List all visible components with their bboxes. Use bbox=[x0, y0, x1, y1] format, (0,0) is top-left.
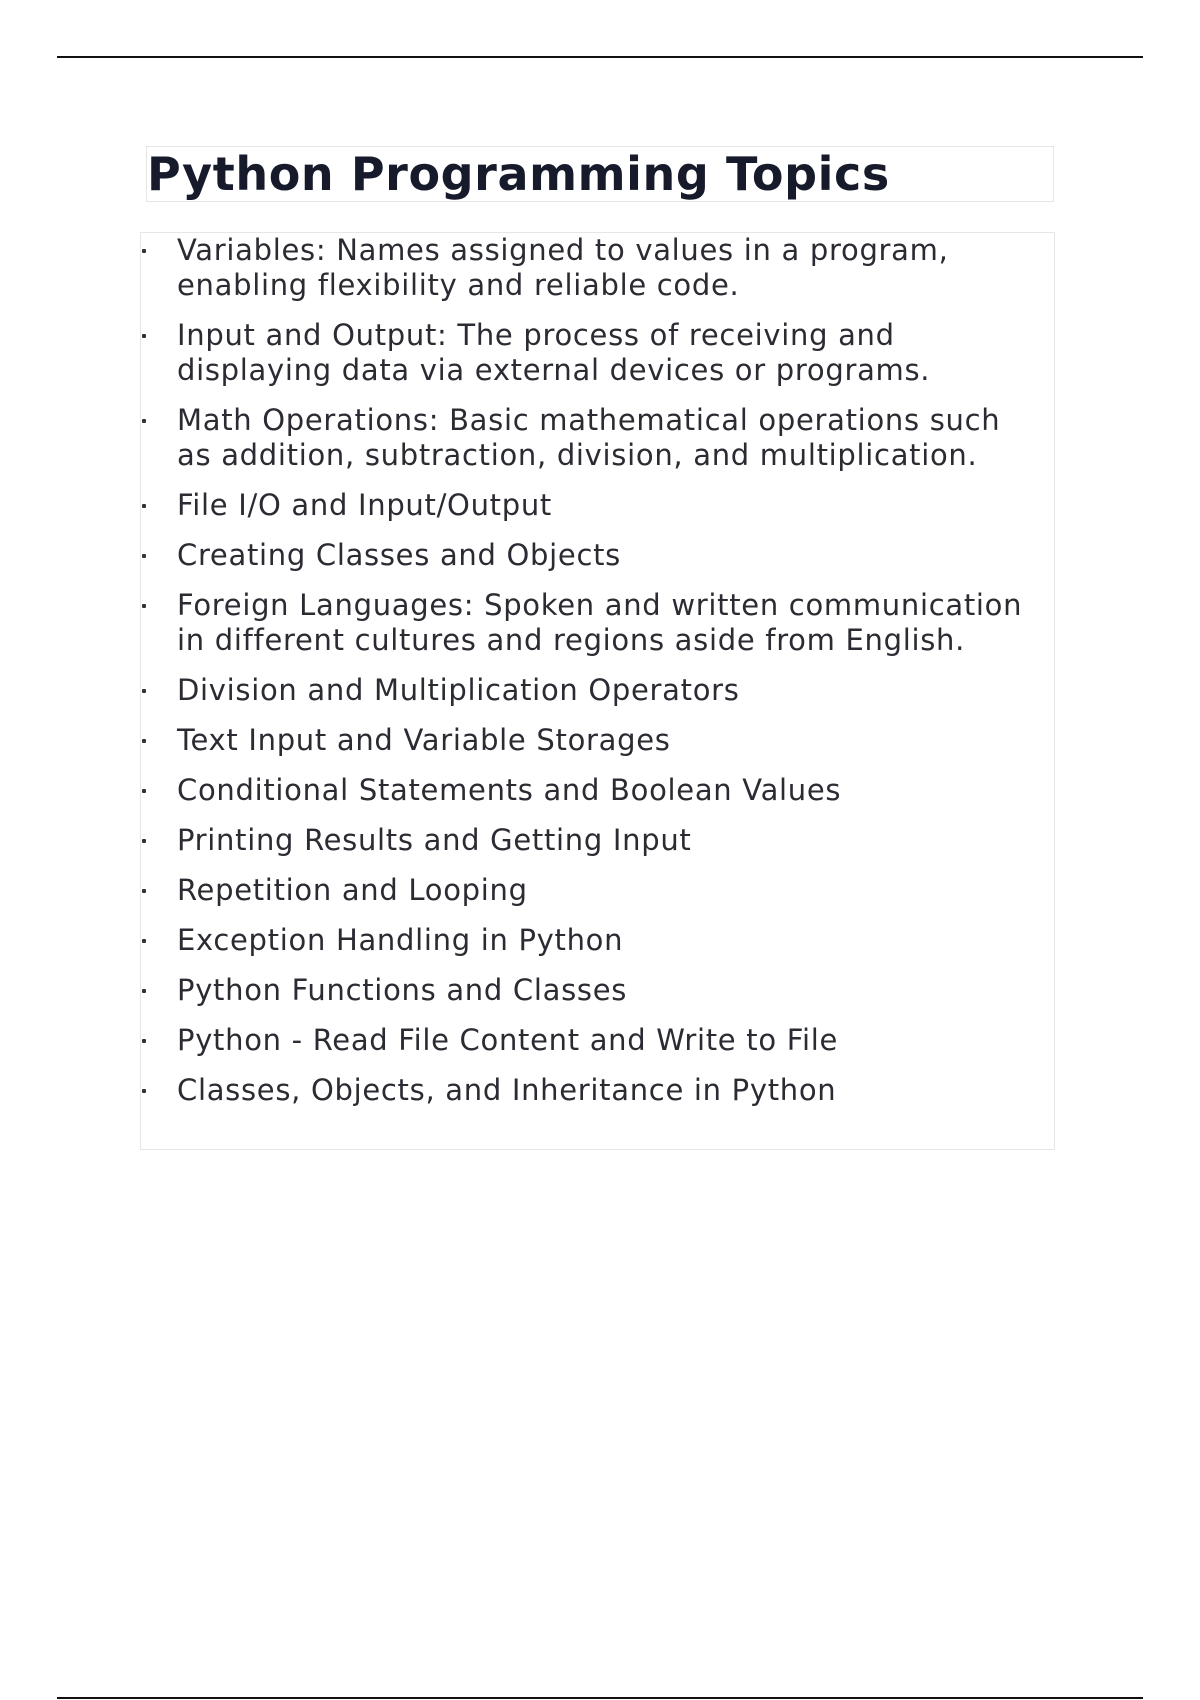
list-item-text: Foreign Languages: Spoken and written communication in different cultures and regions aside from English. bbox=[177, 588, 1023, 657]
list-item bbox=[141, 233, 1054, 303]
list-item bbox=[141, 873, 1054, 908]
bullet-icon bbox=[142, 1039, 146, 1043]
bullet-icon bbox=[142, 689, 146, 693]
list-item bbox=[141, 318, 1054, 388]
page-title: Python Programming Topics bbox=[147, 147, 890, 201]
bullet-icon bbox=[142, 504, 146, 508]
bullet-icon bbox=[142, 739, 146, 743]
list-item-text: File I/O and Input/Output bbox=[177, 488, 552, 522]
bullet-icon bbox=[142, 889, 146, 893]
list-item-text: Python Functions and Classes bbox=[177, 973, 628, 1007]
list-item-text: Classes, Objects, and Inheritance in Python bbox=[177, 1073, 837, 1107]
topic-list bbox=[141, 233, 1054, 1108]
list-item bbox=[141, 1023, 1054, 1058]
list-item bbox=[141, 403, 1054, 473]
list-item-text: Input and Output: The process of receiving and displaying data via external devices or programs. bbox=[177, 318, 931, 387]
list-item-text: Text Input and Variable Storages bbox=[177, 723, 671, 757]
footer-rule bbox=[57, 1697, 1143, 1699]
list-item-text: Creating Classes and Objects bbox=[177, 538, 621, 572]
list-item bbox=[141, 923, 1054, 958]
list-item bbox=[141, 588, 1054, 658]
bullet-icon bbox=[142, 334, 146, 338]
bullet-icon bbox=[142, 789, 146, 793]
bullet-icon bbox=[142, 989, 146, 993]
list-item-text: Exception Handling in Python bbox=[177, 923, 624, 957]
list-item bbox=[141, 773, 1054, 808]
bullet-icon bbox=[142, 604, 146, 608]
list-item-text: Conditional Statements and Boolean Values bbox=[177, 773, 842, 807]
list-item bbox=[141, 723, 1054, 758]
list-item bbox=[141, 673, 1054, 708]
list-item-text: Repetition and Looping bbox=[177, 873, 528, 907]
list-item-text: Variables: Names assigned to values in a program, enabling flexibility and reliable code. bbox=[177, 233, 949, 302]
bullet-icon bbox=[142, 554, 146, 558]
bullet-icon bbox=[142, 939, 146, 943]
bullet-icon bbox=[142, 419, 146, 423]
list-item bbox=[141, 973, 1054, 1008]
bullet-icon bbox=[142, 1089, 146, 1093]
list-item bbox=[141, 488, 1054, 523]
bullet-icon bbox=[142, 249, 146, 253]
list-item-text: Python - Read File Content and Write to File bbox=[177, 1023, 839, 1057]
list-item bbox=[141, 538, 1054, 573]
list-item-text: Printing Results and Getting Input bbox=[177, 823, 692, 857]
header-rule bbox=[57, 56, 1143, 58]
list-item bbox=[141, 1073, 1054, 1108]
bullet-icon bbox=[142, 839, 146, 843]
title-box bbox=[146, 146, 1054, 202]
list-item bbox=[141, 823, 1054, 858]
topic-list-box bbox=[140, 232, 1055, 1150]
list-item-text: Math Operations: Basic mathematical operations such as addition, subtraction, division, and multiplication. bbox=[177, 403, 1001, 472]
list-item-text: Division and Multiplication Operators bbox=[177, 673, 740, 707]
